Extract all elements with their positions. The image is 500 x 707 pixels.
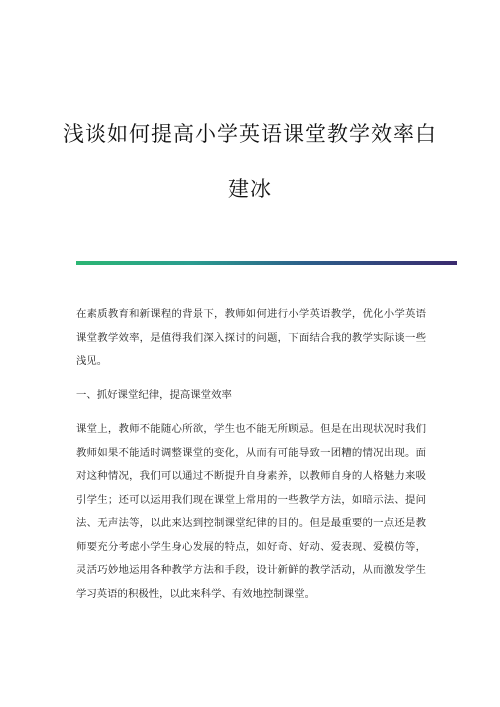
title-divider (76, 261, 457, 265)
document-title-line-2: 建冰 (228, 177, 272, 201)
intro-paragraph: 在素质教育和新课程的背景下，教师如何进行小学英语教学，优化小学英语课堂教学效率，是值得我们深入探讨的问题，下面结合我的教学实际谈一些浅见。 (76, 308, 426, 367)
section-heading-1: 一、抓好课堂纪律，提高课堂效率 (76, 389, 232, 401)
document-title-line-1: 浅谈如何提高小学英语课堂教学效率白 (63, 122, 437, 146)
section1-paragraph: 课堂上，教师不能随心所欲，学生也不能无所顾忌。但是在出现状况时我们教师如果不能适时调整课堂的变化，从而有可能导致一团糟的情况出现。面对这种情况，我们可以通过不断提升自身素养，以教师自身的人格魅力来吸引学生；还可以运用我们现在课堂上常用的一些教学方法，如暗示法、提问法、无声法等，以此来达到控制课堂纪律的目的。但是最重要的一点还是教师要充分考虑小学生身心发展的特点，如好奇、好动、爱表现、爱模仿等，灵活巧妙地运用各种教学方法和手段，设计新鲜的教学活动，从而激发学生学习英语的积极性，以此来科学、有效地控制课堂。 (76, 423, 426, 600)
